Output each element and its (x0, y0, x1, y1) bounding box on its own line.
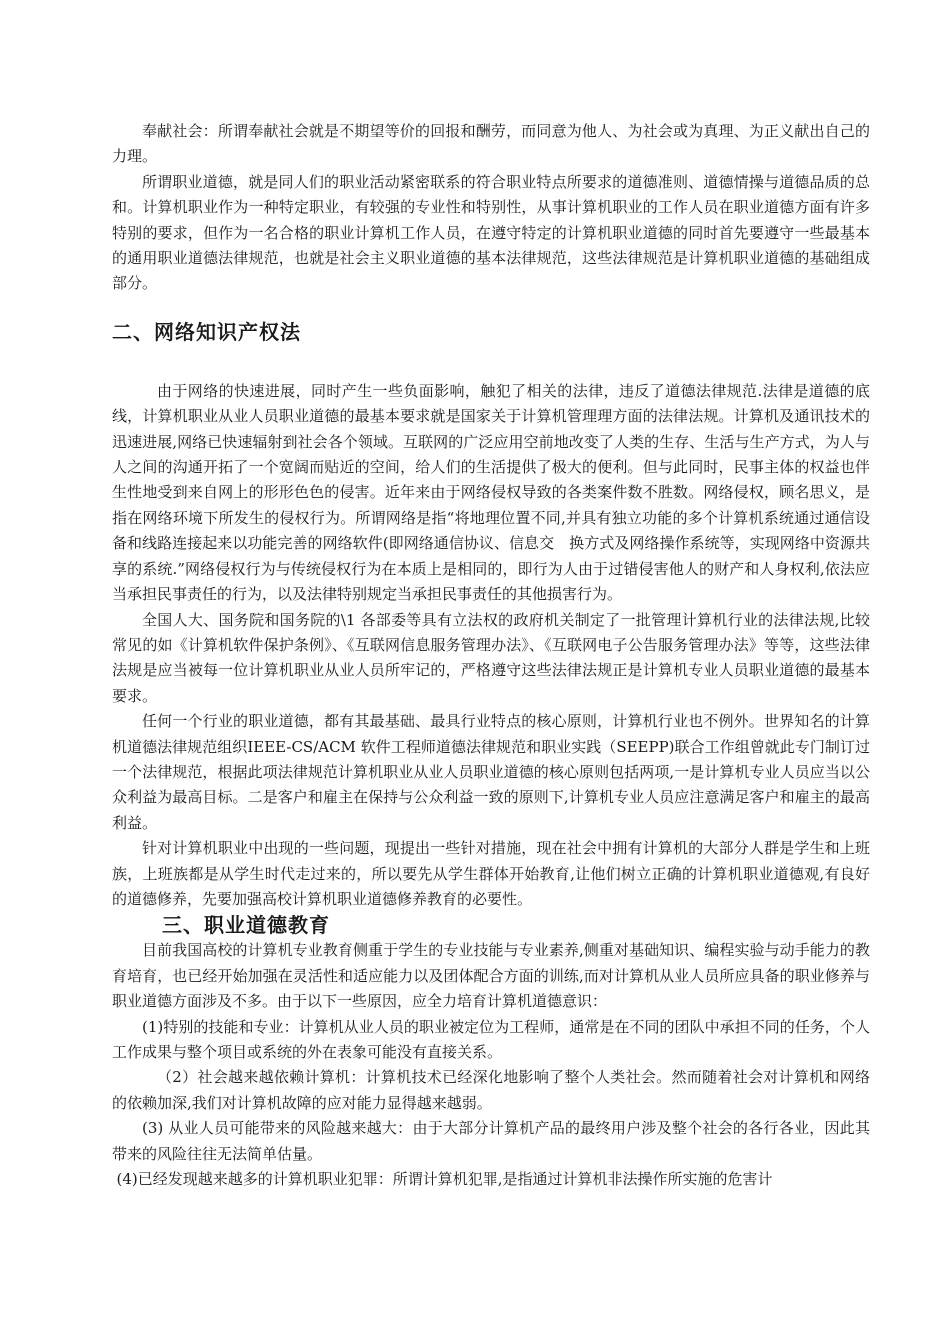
paragraph-professional-ethics: 所谓职业道德，就是同人们的职业活动紧密联系的符合职业特点所要求的道德准则、道德情操与道德品质的总和。计算机职业作为一种特定职业，有较强的专业性和特别性，从事计算机职业的工作人员在职业道德方面有许多特别的要求，但作为一名合格的职业计算机工作人员，在遵守特定的计算机职业道德的同时首先要遵守一些最基本的通用职业道德法律规范，也就是社会主义职业道德的基本法律规范，这些法律规范是计算机职业道德的基础组成部分。 (112, 172, 870, 293)
paragraph-dedication: 奉献社会：所谓奉献社会就是不期望等价的回报和酬劳，而同意为他人、为社会或为真理、为正义献出自己的力理。 (112, 122, 870, 166)
list-item-special-skills: (1)特别的技能和专业：计算机从业人员的职业被定位为工程师，通常是在不同的团队中承担不同的任务，个人工作成果与整个项目或系统的外在表象可能没有直接关系。 (112, 1017, 870, 1061)
list-item-risk: (3) 从业人员可能带来的风险越来越大：由于大部分计算机产品的最终用户涉及整个社会的各行各业，因此其带来的风险往往无法简单估量。 (112, 1119, 870, 1163)
paragraph-laws-regulations: 全国人大、国务院和国务院的\1 各部委等具有立法权的政府机关制定了一批管理计算机行业的法律法规,比较常见的如《计算机软件保护条例》、《互联网信息服务管理办法》、《互联网电子公告服务管理办法》等等，这些法律法规是应当被每一位计算机职业从业人员所牢记的，严格遵守这些法律法规正是计算机专业人员职业道德的最基本要求。 (112, 610, 870, 705)
paragraph-network-development: 由于网络的快速进展，同时产生一些负面影响，触犯了相关的法律，违反了道德法律规范.法律是道德的底线，计算机职业从业人员职业道德的最基本要求就是国家关于计算机管理理方面的法律法规。计算机及通讯技术的迅速进展,网络已快速辐射到社会各个领域。互联网的广泛应用空前地改变了人类的生存、生活与生产方式，为人与人之间的沟通开拓了一个宽阔而贴近的空间，给人们的生活提供了极大的便利。但与此同时，民事主体的权益也伴生性地受到来自网上的形形色色的侵害。近年来由于网络侵权导致的各类案件数不胜数。网络侵权，顾名思义，是指在网络环境下所发生的侵权行为。所谓网络是指“将地理位置不同,并具有独立功能的多个计算机系统通过通信设备和线路连接起来以功能完善的网络软件(即网络通信协议、信息交 换方式及网络操作系统等，实现网络中资源共享的系统.”网络侵权行为与传统侵权行为在本质上是相同的，即行为人由于过错侵害他人的财产和人身权利,依法应当承担民事责任的行为，以及法律特别规定当承担民事责任的其他损害行为。 (112, 381, 870, 604)
section-heading-ip-law: 二、网络知识产权法 (112, 319, 301, 344)
paragraph-education-status: 目前我国高校的计算机专业教育侧重于学生的专业技能与专业素养,侧重对基础知识、编程实验与动手能力的教育培育，也已经开始加强在灵活性和适应能力以及团体配合方面的训练,而对计算机从业人员所应具备的职业修养与职业道德方面涉及不多。由于以下一些原因，应全力培育计算机道德意识： (112, 941, 870, 1011)
paragraph-core-principles: 任何一个行业的职业道德，都有其最基础、最具行业特点的核心原则，计算机行业也不例外。世界知名的计算机道德法律规范组织IEEE-CS/ACM 软件工程师道德法律规范和职业实践（SEEPP)联合工作组曾就此专门制订过一个法律规范，根据此项法律规范计算机职业从业人员职业道德的核心原则包括两项,一是计算机专业人员应当以公众利益为最高目标。二是客户和雇主在保持与公众利益一致的原则下,计算机专业人员应注意满足客户和雇主的最高利益。 (112, 712, 870, 832)
list-item-crime: (4)已经发现越来越多的计算机职业犯罪：所谓计算机犯罪,是指通过计算机非法操作所实施的危害计 (116, 1170, 773, 1189)
section-heading-ethics-education: 三、职业道德教育 (162, 913, 330, 938)
list-item-dependence: （2）社会越来越依赖计算机：计算机技术已经深化地影响了整个人类社会。然而随着社会对计算机和网络的依赖加深,我们对计算机故障的应对能力显得越来越弱。 (112, 1068, 870, 1112)
paragraph-measures: 针对计算机职业中出现的一些问题，现提出一些针对措施，现在社会中拥有计算机的大部分人群是学生和上班族，上班族都是从学生时代走过来的，所以要先从学生群体开始教育,让他们树立正确的计算机职业道德观,有良好的道德修养，先要加强高校计算机职业道德修养教育的必要性。 (112, 839, 870, 908)
